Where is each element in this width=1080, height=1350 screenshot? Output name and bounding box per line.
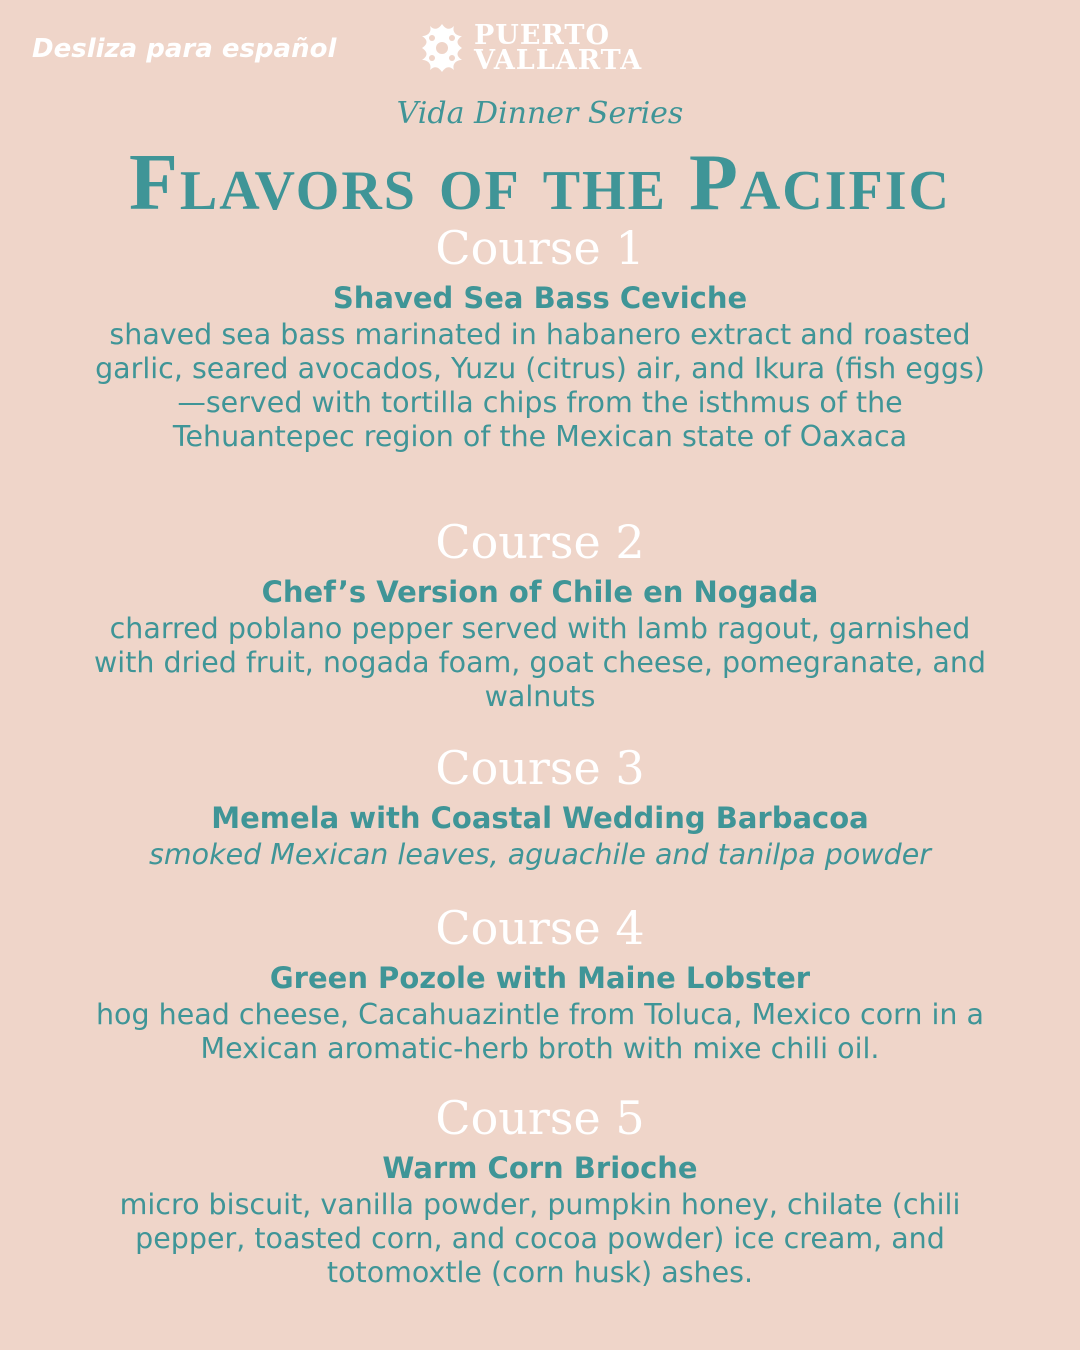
course-3 bbox=[0, 742, 1080, 872]
dish-name: Chef’s Version of Chile en Nogada bbox=[261, 575, 819, 609]
logo-line-2: VALLARTA bbox=[474, 45, 643, 76]
course-label: Course 5 bbox=[435, 1091, 645, 1145]
course-label: Course 2 bbox=[435, 515, 645, 569]
dish-name: Memela with Coastal Wedding Barbacoa bbox=[211, 801, 869, 835]
course-label: Course 1 bbox=[435, 221, 645, 275]
course-4 bbox=[0, 902, 1080, 1066]
dish-description: hog head cheese, Cacahuazintle from Toluca, Mexico corn in a Mexican aromatic-herb broth with mixe chili oil. bbox=[95, 998, 985, 1065]
course-5 bbox=[0, 1092, 1080, 1290]
dish-name: Green Pozole with Maine Lobster bbox=[269, 961, 811, 995]
dish-description: smoked Mexican leaves, aguachile and tanilpa powder bbox=[149, 838, 931, 871]
course-1 bbox=[0, 222, 1080, 454]
swipe-hint: Desliza para español bbox=[32, 34, 337, 64]
tile-pattern-icon bbox=[416, 22, 468, 74]
puerto-vallarta-logo bbox=[416, 22, 642, 74]
logo-line-1: PUERTO bbox=[474, 20, 611, 51]
dish-name: Shaved Sea Bass Ceviche bbox=[332, 281, 748, 315]
series-title: Vida Dinner Series bbox=[396, 96, 684, 131]
page-title: Flavors of the Pacific bbox=[129, 139, 951, 227]
dish-description: charred poblano pepper served with lamb ragout, garnished with dried fruit, nogada foam, goat cheese, pomegranate, and walnuts bbox=[93, 612, 987, 713]
dish-description: shaved sea bass marinated in habanero extract and roasted garlic, seared avocados, Yuzu (citrus) air, and Ikura (fish eggs)—served with tortilla chips from the isthmus of the Tehuantepec region of the Mexican state of Oaxaca bbox=[95, 318, 985, 453]
course-label: Course 4 bbox=[435, 901, 645, 955]
course-2 bbox=[0, 516, 1080, 714]
dish-name: Warm Corn Brioche bbox=[382, 1151, 698, 1185]
dish-description: micro biscuit, vanilla powder, pumpkin honey, chilate (chili pepper, toasted corn, and cocoa powder) ice cream, and totomoxtle (corn husk) ashes. bbox=[119, 1188, 961, 1289]
logo-wordmark bbox=[474, 20, 643, 76]
course-label: Course 3 bbox=[435, 741, 645, 795]
